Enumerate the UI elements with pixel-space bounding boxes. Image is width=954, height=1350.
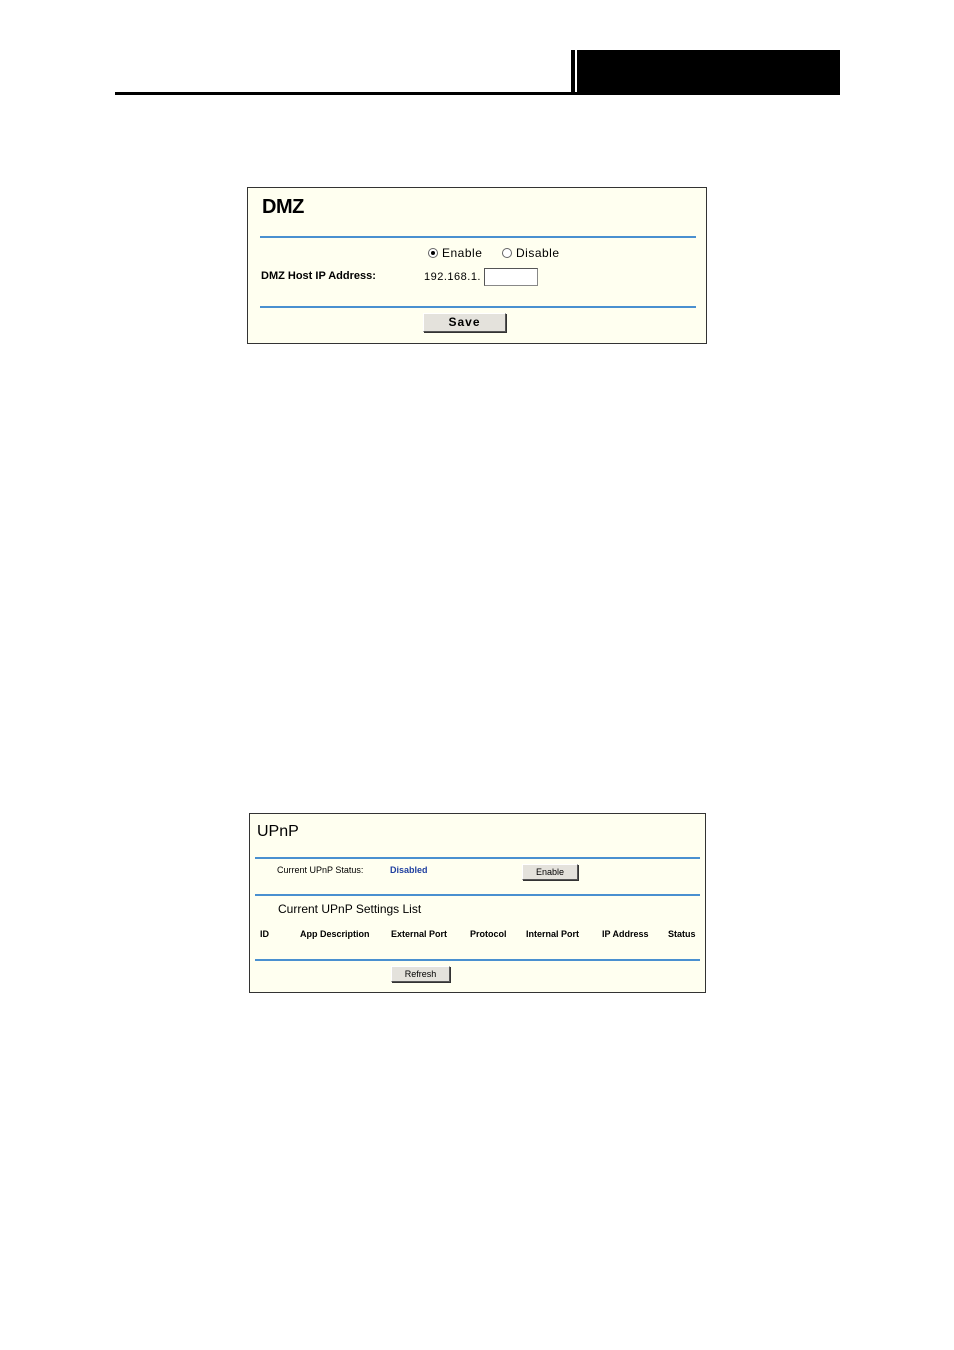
save-button[interactable]: Save bbox=[423, 313, 506, 332]
dmz-disable-option[interactable] bbox=[502, 246, 560, 260]
upnp-title: UPnP bbox=[257, 823, 299, 840]
page-header-rule bbox=[115, 92, 840, 95]
upnp-status-label: Current UPnP Status: bbox=[277, 865, 364, 875]
column-header-internal-port: Internal Port bbox=[526, 929, 580, 939]
column-header-external-port: External Port bbox=[391, 929, 448, 939]
disable-radio-label: Disable bbox=[516, 246, 560, 260]
upnp-settings-list-heading: Current UPnP Settings List bbox=[278, 902, 422, 916]
dmz-host-ip-label: DMZ Host IP Address: bbox=[261, 270, 376, 282]
dmz-ip-prefix: 192.168.1. bbox=[424, 271, 481, 283]
page-header-gap bbox=[575, 50, 577, 94]
column-header-app-description: App Description bbox=[300, 929, 370, 939]
column-header-ip-address: IP Address bbox=[602, 929, 649, 939]
dmz-panel bbox=[247, 187, 707, 344]
upnp-status-value: Disabled bbox=[390, 865, 428, 875]
enable-radio-label: Enable bbox=[442, 246, 483, 260]
column-header-id: ID bbox=[260, 929, 269, 939]
upnp-divider-bottom bbox=[255, 959, 700, 961]
refresh-button[interactable]: Refresh bbox=[391, 966, 450, 982]
upnp-divider-top bbox=[255, 857, 700, 859]
dmz-divider-bottom bbox=[260, 306, 696, 308]
dmz-divider-top bbox=[260, 236, 696, 238]
enable-radio[interactable] bbox=[428, 248, 438, 258]
dmz-enable-option[interactable] bbox=[428, 246, 482, 260]
page-header-block bbox=[571, 50, 840, 94]
dmz-title: DMZ bbox=[262, 196, 304, 218]
column-header-protocol: Protocol bbox=[470, 929, 507, 939]
dmz-host-ip-input[interactable] bbox=[484, 268, 538, 286]
disable-radio[interactable] bbox=[502, 248, 512, 258]
upnp-enable-button[interactable]: Enable bbox=[522, 864, 578, 880]
upnp-divider-middle bbox=[255, 894, 700, 896]
upnp-panel bbox=[249, 813, 706, 993]
column-header-status: Status bbox=[668, 929, 696, 939]
